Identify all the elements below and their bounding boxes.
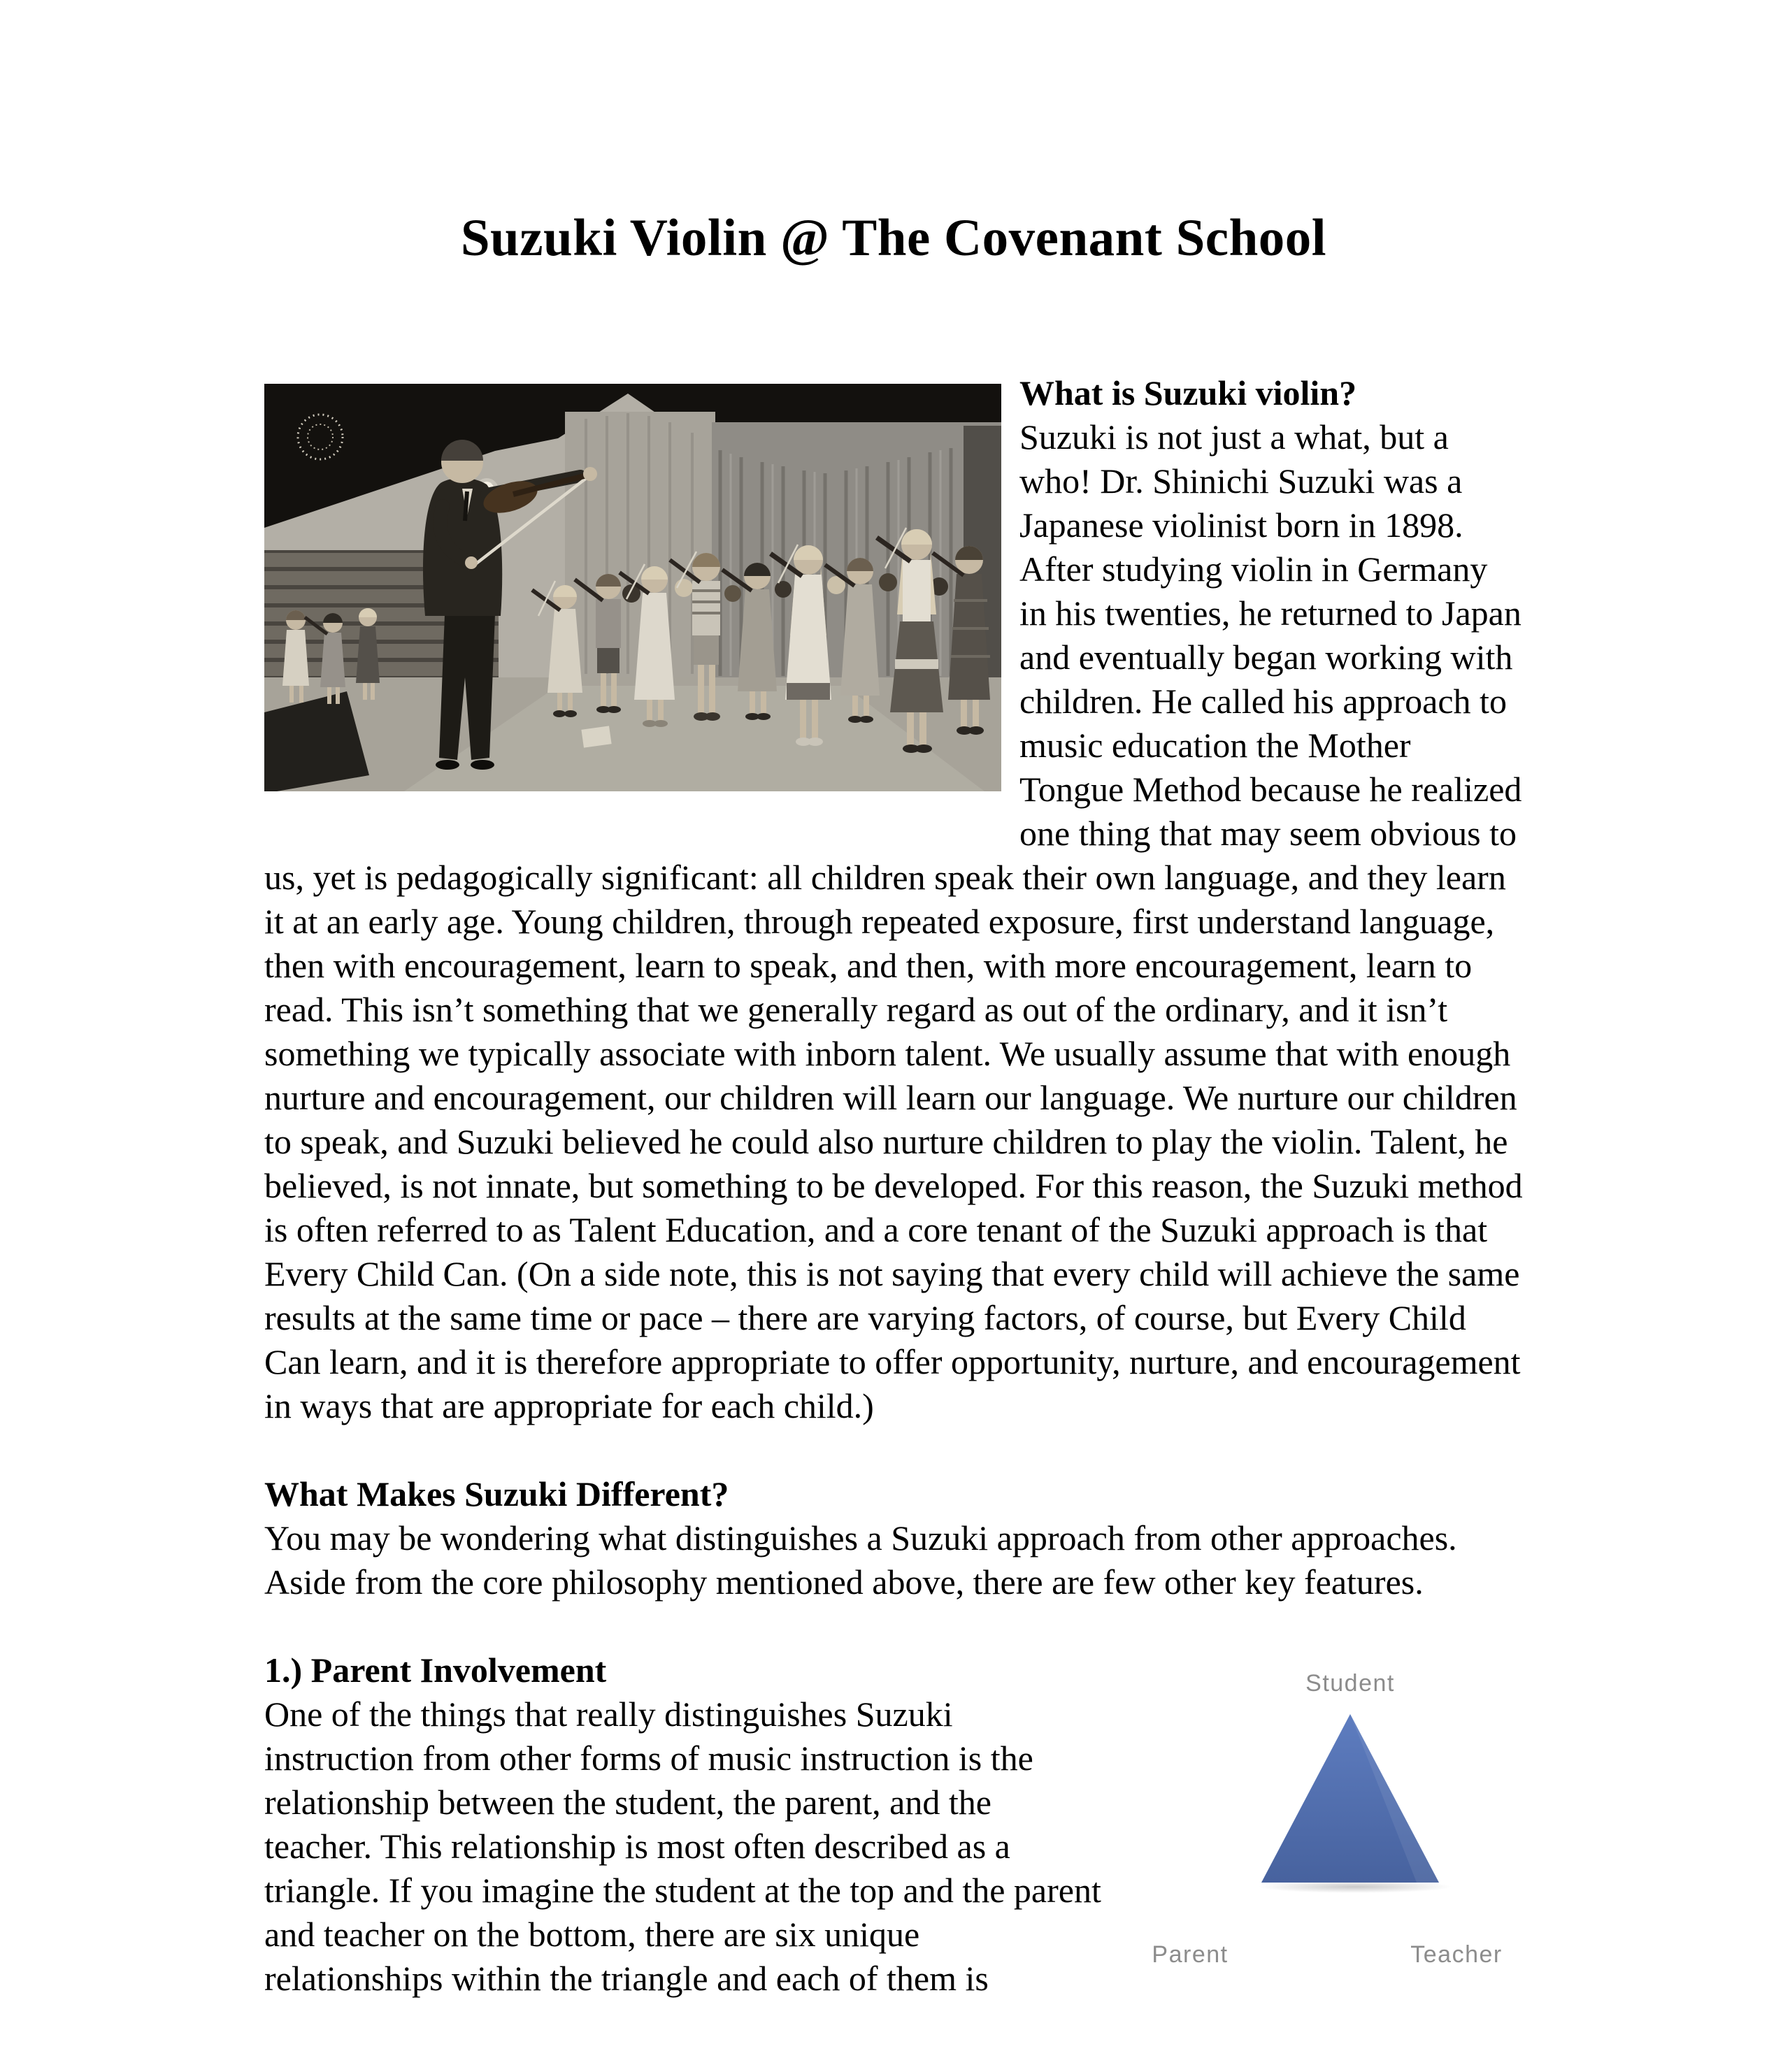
heading-parent-involvement: 1.) Parent Involvement bbox=[264, 1650, 607, 1690]
diagram-label-parent: Parent bbox=[1152, 1941, 1229, 1968]
section-what-makes-different bbox=[264, 1472, 1523, 1604]
section-what-is-suzuki bbox=[264, 371, 1523, 1428]
student-parent-teacher-triangle-diagram bbox=[1124, 1648, 1523, 1978]
diagram-label-student: Student bbox=[1305, 1670, 1395, 1697]
suzuki-class-photo-illustration bbox=[264, 384, 1001, 791]
diagram-label-teacher: Teacher bbox=[1410, 1941, 1503, 1968]
heading-what-makes-different: What Makes Suzuki Different? bbox=[264, 1474, 729, 1513]
triangle-shape bbox=[1124, 1710, 1523, 1899]
paragraph-what-is-suzuki: Suzuki is not just a what, but a who! Dr. Shinichi Suzuki was a Japanese violinist born in 1898. After studying violin in Germany in his twenties, he returned to Japan and eventually began working with children. He called his approach to music education the Mother Tongue Method because he realized one thing that may seem obvious to us, yet is pedagogically significant: all children speak their own language, and they learn it at an early age. Young children, through repeated exposure, first understand language, then with encouragement, learn to speak, and then, with more encouragement, learn to read. This isn’t something that we generally regard as out of the ordinary, and it isn’t something we typically associate with inborn talent. We usually assume that with enough nurture and encouragement, our children will learn our language. We nurture our children to speak, and Suzuki believed he could also nurture children to play the violin. Talent, he believed, is not innate, but something to be developed. For this reason, the Suzuki method is often referred to as Talent Education, and a core tenant of the Suzuki approach is that Every Child Can. (On a side note, this is not saying that every child will achieve the same results at the same time or pace – there are varying factors, of course, but Every Child Can learn, and it is therefore appropriate to offer opportunity, nurture, and encouragement in ways that are appropriate for each child.) bbox=[264, 417, 1523, 1425]
suzuki-class-photo bbox=[264, 384, 1001, 791]
paragraph-what-makes-different: You may be wondering what distinguishes a Suzuki approach from other approaches. Aside from the core philosophy mentioned above, there are few other key features. bbox=[264, 1518, 1457, 1602]
paragraph-parent-involvement: One of the things that really distinguishes Suzuki instruction from other forms of music instruction is the relationship between the student, the parent, and the teacher. This relationship is most often described as a triangle. If you imagine the student at the top and the parent and teacher on the bottom, there are six unique relationships within the triangle and each of them is bbox=[264, 1695, 1101, 1998]
page-title: Suzuki Violin @ The Covenant School bbox=[460, 209, 1327, 267]
section-parent-involvement bbox=[264, 1648, 1523, 2001]
heading-what-is-suzuki: What is Suzuki violin? bbox=[1019, 373, 1357, 412]
